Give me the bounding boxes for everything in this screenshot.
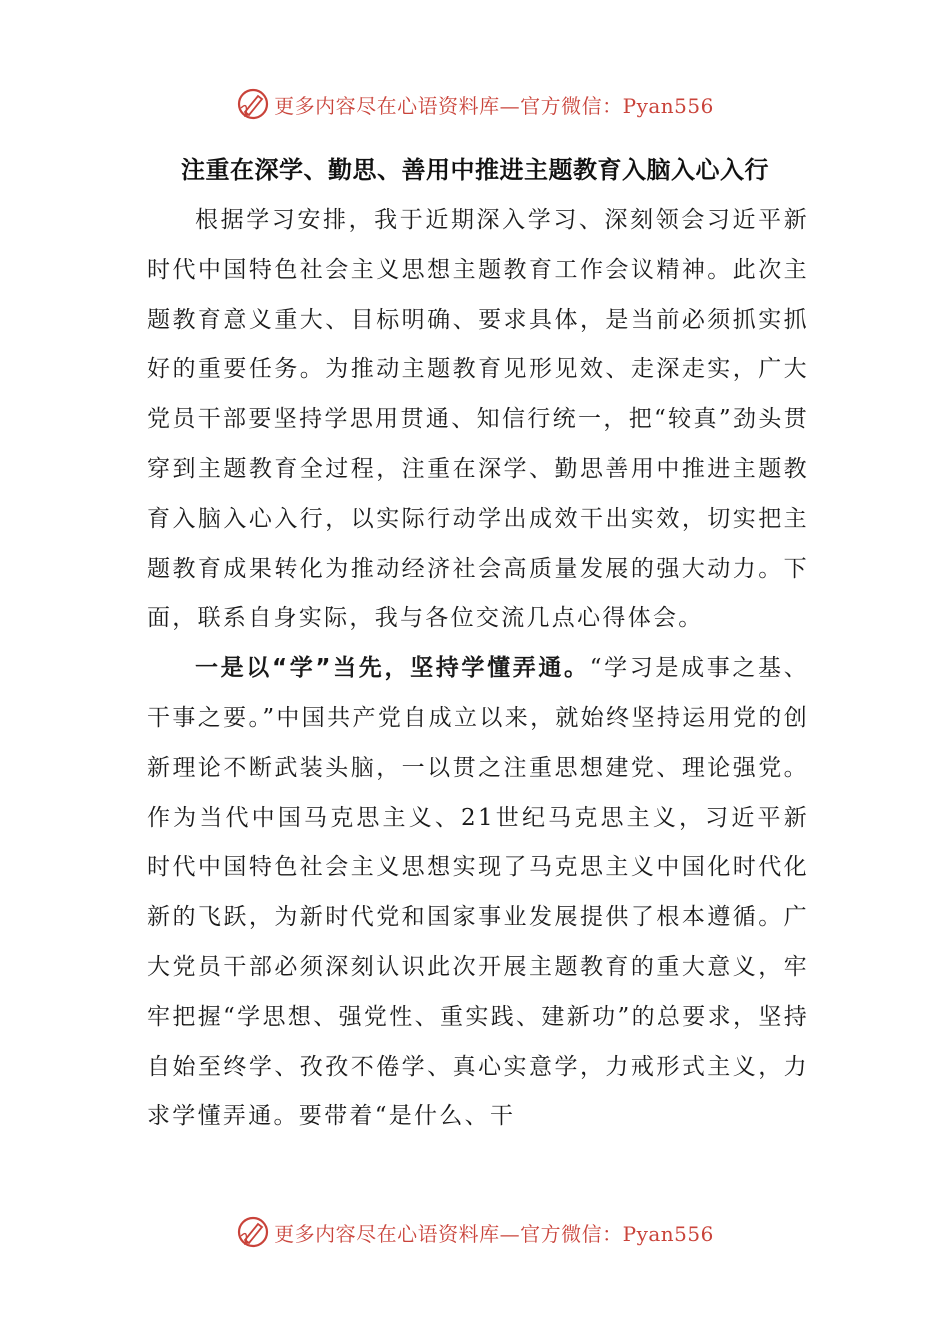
paragraph-point-one-heading: 一是以“学”当先，坚持学懂弄通。 (195, 655, 590, 682)
watermark-text: 更多内容尽在心语资料库—官方微信：Pyan556 (274, 1221, 714, 1246)
document-title: 注重在深学、勤思、善用中推进主题教育入脑入心入行 (181, 156, 769, 184)
pen-logo-icon (236, 1215, 270, 1249)
watermark-text: 更多内容尽在心语资料库—官方微信：Pyan556 (274, 93, 714, 118)
paragraph-point-one-text: “学习是成事之基、干事之要。”中国共产党自成立以来，就始终坚持运用党的创新理论不断武装头脑，一以贯之注重思想建党、理论强党。作为当代中国马克思主义、21世纪马克思主义，习近平新时代中国特色社会主义思想实现了马克思主义中国化时代化新的飞跃，为新时代党和国家事业发展提供了根本遵循。广大党员干部必须深刻认识此次开展主题教育的重大意义，牢牢把握“学思想、强党性、重实践、建新功”的总要求，坚持自始至终学、孜孜不倦学、真心实意学，力戒形式主义，力求学懂弄通。要带着“是什么、干 (147, 655, 809, 1130)
paragraph-intro-text: 根据学习安排，我于近期深入学习、深刻领会习近平新时代中国特色社会主义思想主题教育工作会议精神。此次主题教育意义重大、目标明确、要求具体，是当前必须抓实抓好的重要任务。为推动主题教育见形见效、走深走实，广大党员干部要坚持学思用贯通、知信行统一，把“较真”劲头贯穿到主题教育全过程，注重在深学、勤思善用中推进主题教育入脑入心入行，以实际行动学出成效干出实效，切实把主题教育成果转化为推动经济社会高质量发展的强大动力。下面，联系自身实际，我与各位交流几点心得体会。 (147, 207, 809, 632)
watermark-banner-bottom (0, 1212, 950, 1252)
document-body (147, 196, 809, 1142)
watermark-banner-top (0, 84, 950, 124)
pen-logo-icon (236, 87, 270, 121)
paragraph-point-one (147, 644, 809, 1142)
paragraph-intro (147, 196, 809, 644)
